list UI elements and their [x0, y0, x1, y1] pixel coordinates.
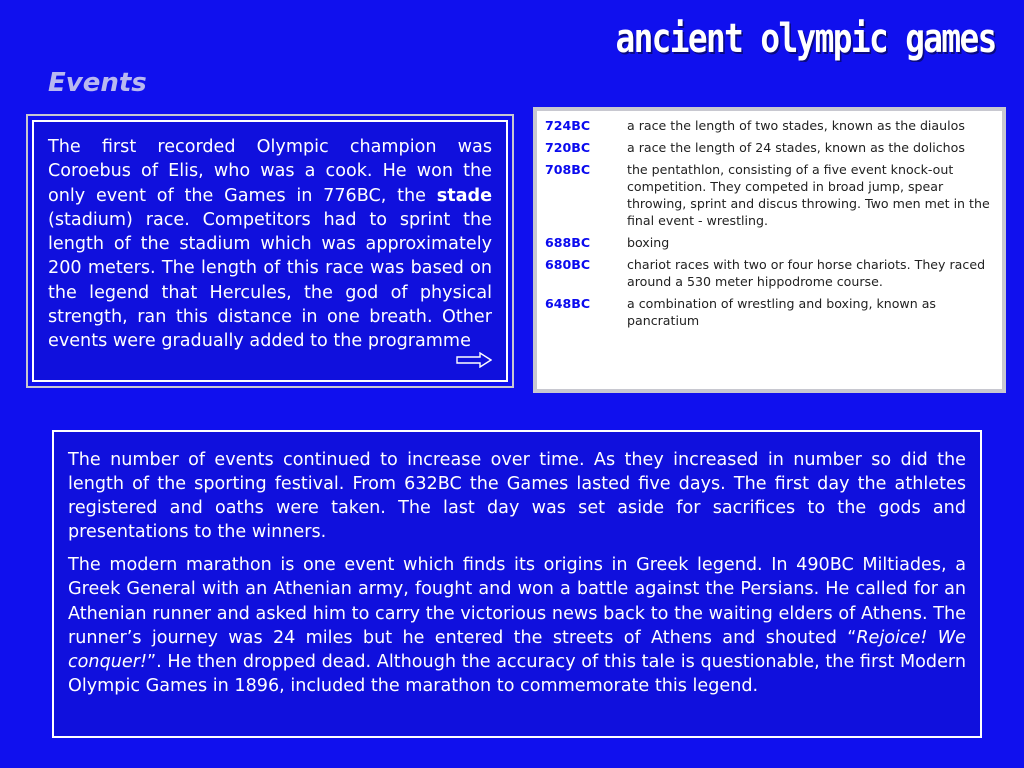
timeline-row — [545, 139, 992, 156]
marathon-text-end: ”. He then dropped dead. Although the accuracy of this tale is questionable, the first Modern Olympic Games in 1896, included the marathon to commemorate this legend. — [68, 651, 966, 696]
marathon-text-start: The modern marathon is one event which finds its origins in Greek legend. In 490BC Miltiades, a Greek General with an Athenian army, fought and won a battle against the Persians. He called for an Athenian runner and asked him to carry the victorious news back to the waiting elders of Athens. The runner’s journey was 24 miles but he entered the streets of Athens and shouted “ — [68, 555, 966, 648]
timeline-row — [545, 161, 992, 229]
details-panel — [52, 430, 982, 738]
timeline-row — [545, 117, 992, 134]
slide-title: ancient olympic games — [615, 16, 996, 62]
section-subtitle: Events — [48, 68, 147, 98]
timeline-year: 724BC — [545, 118, 591, 133]
timeline-desc: the pentathlon, consisting of a five event knock-out competition. They competed in broad jump, spear throwing, sprint and discus throwing. Two men met in the final event - wrestling. — [627, 162, 990, 228]
timeline-year: 708BC — [545, 162, 591, 177]
timeline-row — [545, 256, 992, 290]
timeline-row — [545, 295, 992, 329]
details-paragraph-2 — [68, 553, 966, 698]
timeline-year: 648BC — [545, 296, 591, 311]
events-timeline — [533, 107, 1006, 393]
intro-text-end: (stadium) race. Competitors had to sprint the length of the stadium which was approximately 200 meters. The length of this race was based on the legend that Hercules, the god of physical strength, ran this distance in one breath. Other events were gradually added to the programme — [48, 209, 492, 352]
timeline-desc: boxing — [627, 235, 670, 250]
timeline-year: 680BC — [545, 257, 591, 272]
timeline-desc: a combination of wrestling and boxing, known as pancratium — [627, 296, 936, 328]
intro-panel — [26, 114, 514, 388]
intro-text-start: The first recorded Olympic champion was Coroebus of Elis, who was a cook. He won the only event of the Games in 776BC, the — [48, 137, 492, 206]
timeline-desc: a race the length of two stades, known as the diaulos — [627, 118, 965, 133]
rejoice-quote: Rejoice! We conquer! — [68, 627, 967, 672]
timeline-desc: chariot races with two or four horse chariots. They raced around a 530 meter hippodrome course. — [627, 257, 986, 289]
timeline-year: 720BC — [545, 140, 591, 155]
timeline-row — [545, 234, 992, 251]
timeline-year: 688BC — [545, 235, 591, 250]
details-paragraph-1: The number of events continued to increase over time. As they increased in number so did the length of the sporting festival. From 632BC the Games lasted five days. The first day the athletes registered and oaths were taken. The last day was set aside for sacrifices to the gods and presentations to the winners. — [68, 450, 966, 543]
right-arrow-icon[interactable] — [456, 352, 492, 368]
intro-text — [32, 120, 508, 382]
timeline-desc: a race the length of 24 stades, known as the dolichos — [627, 140, 965, 155]
stade-term: stade — [436, 185, 492, 206]
